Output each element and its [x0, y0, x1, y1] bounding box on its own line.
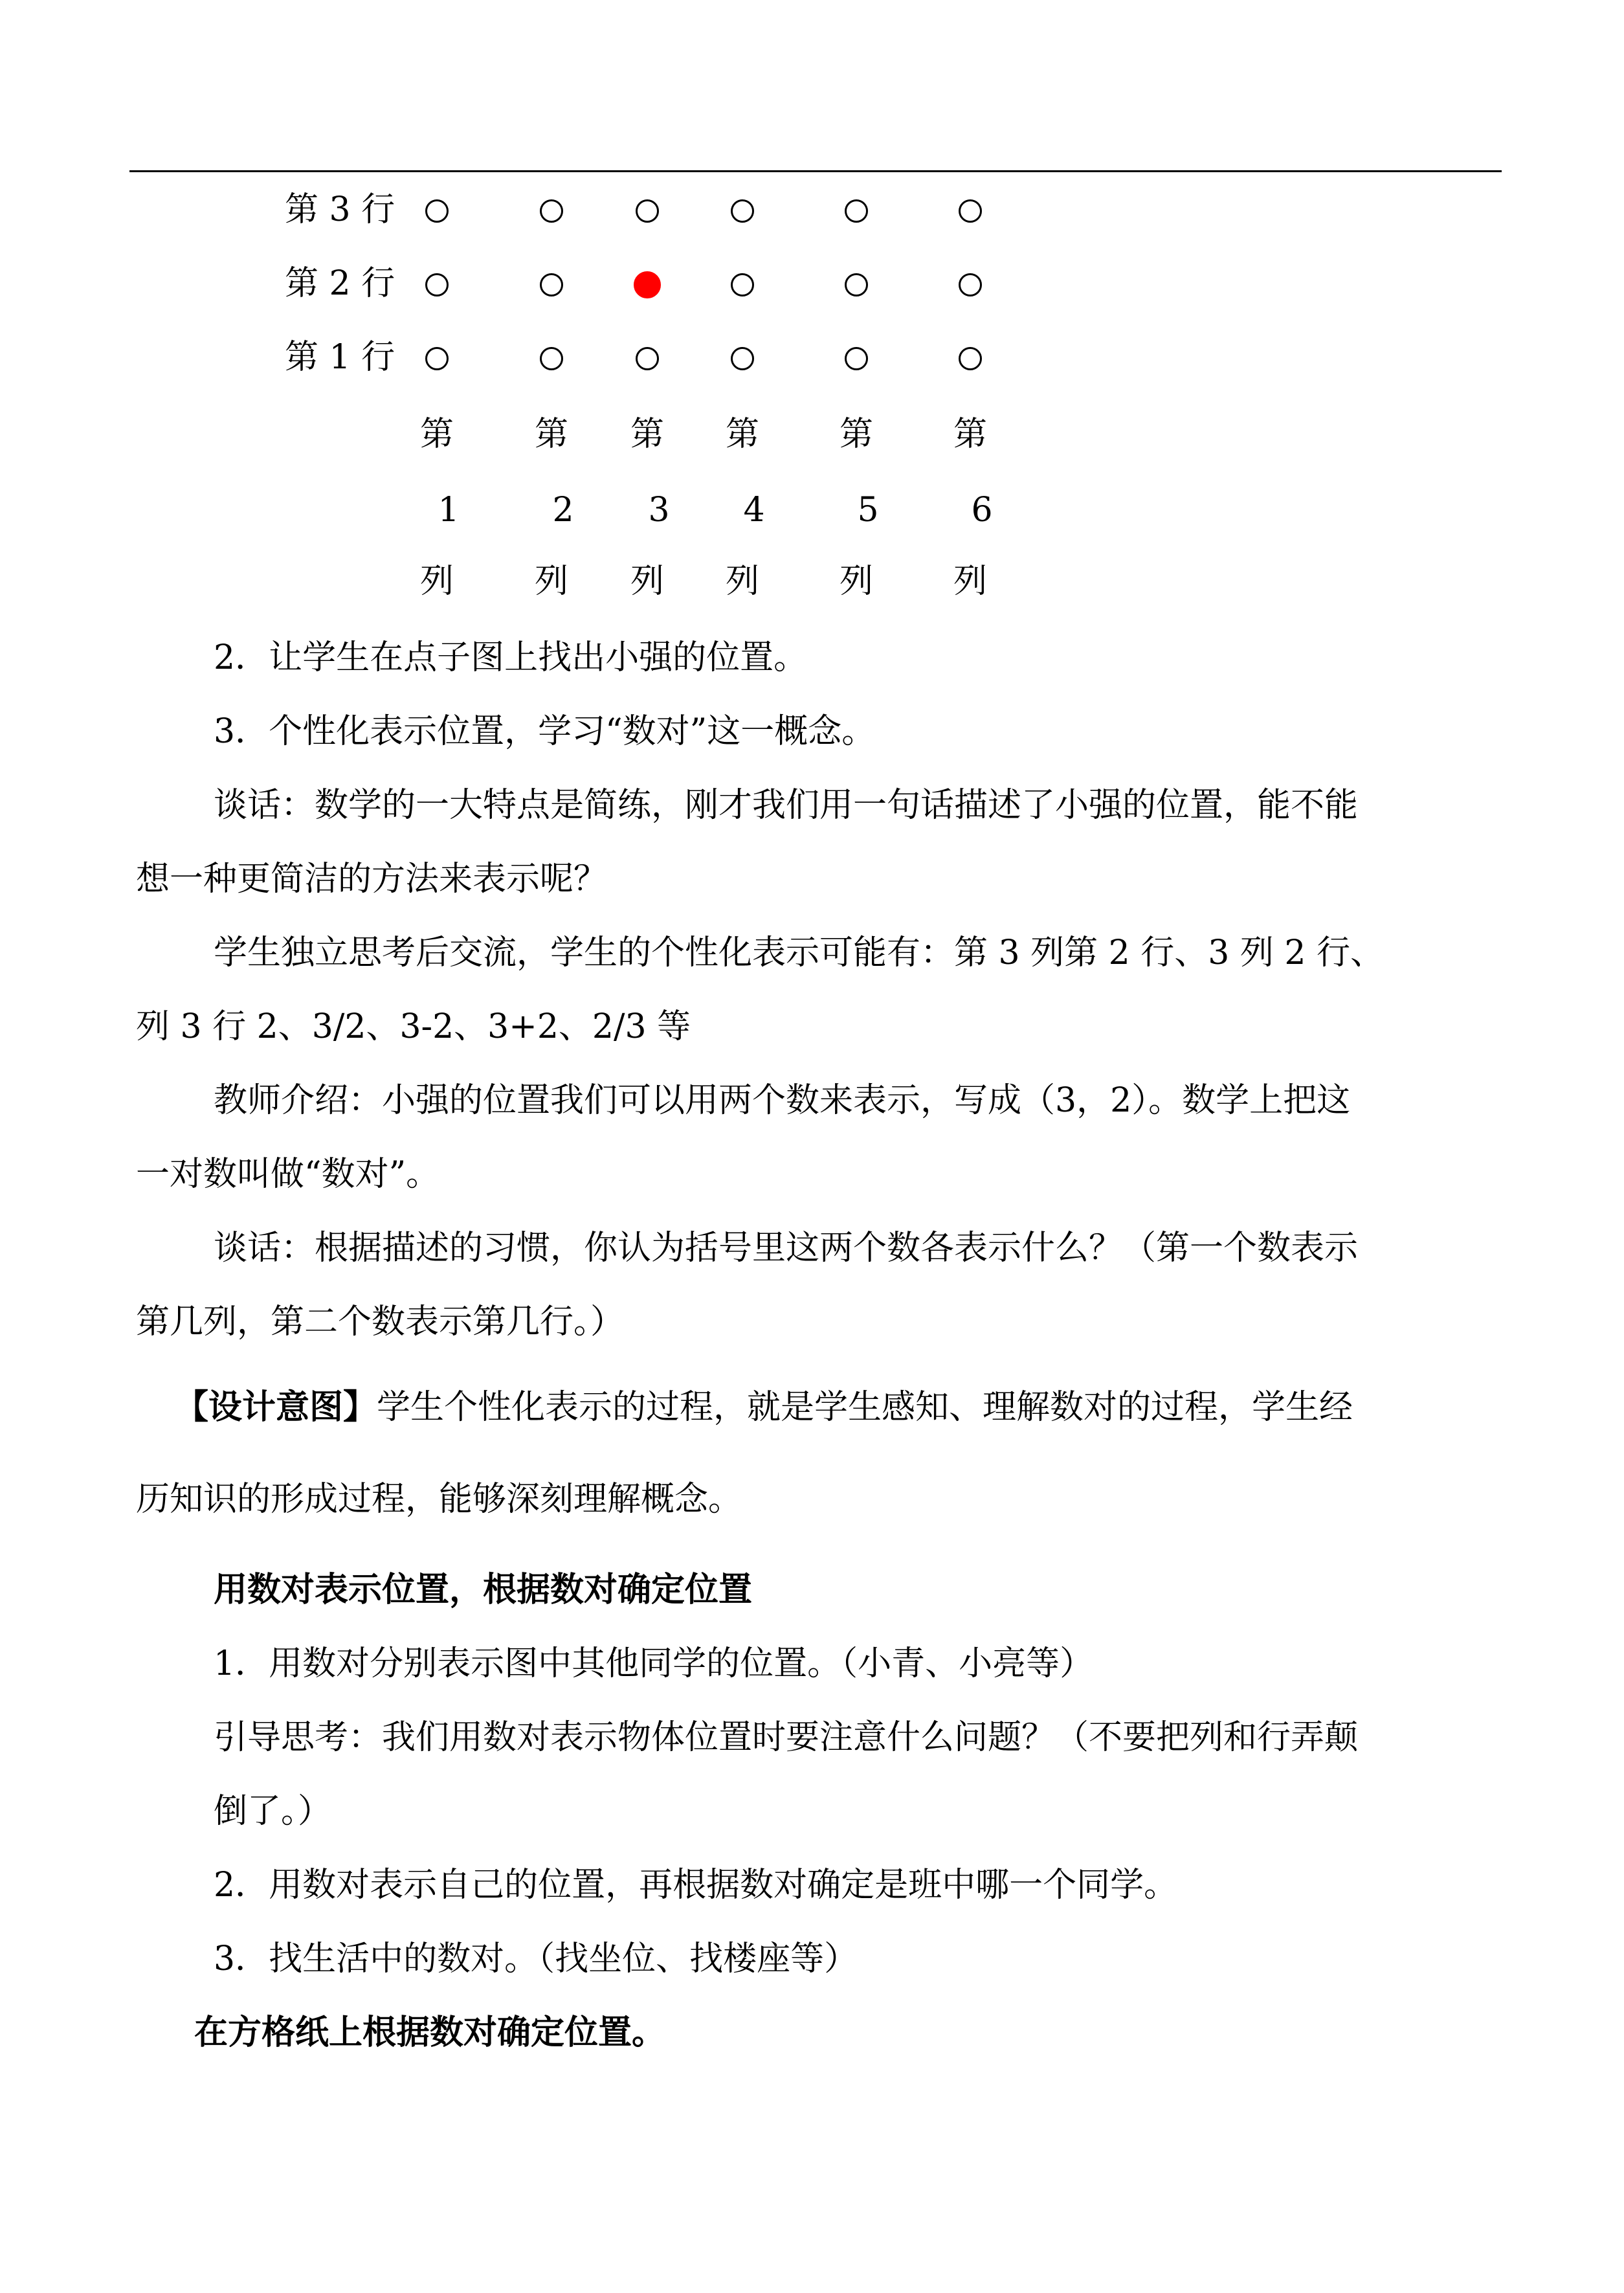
talk2-line-1: 谈话：根据描述的习惯，你认为括号里这两个数各表示什么？（第一个数表示	[214, 1229, 1359, 1268]
grid-dot	[731, 199, 754, 223]
column-label-bottom-4: 列	[725, 562, 759, 601]
grid-dot	[540, 273, 563, 296]
design-line-2: 历知识的形成过程，能够深刻理解概念。	[136, 1480, 742, 1519]
task-3-text: 3．找生活中的数对。（找坐位、找楼座等）	[214, 1940, 858, 1978]
column-label-bottom-6: 列	[953, 562, 987, 601]
step-2-text: 2．让学生在点子图上找出小强的位置。	[214, 638, 808, 677]
column-label-num-5: 5	[857, 491, 879, 530]
column-label-num-3: 3	[648, 491, 670, 530]
column-label-bottom-5: 列	[839, 562, 873, 601]
design-line-1	[175, 1387, 1353, 1427]
grid-dot	[636, 199, 659, 223]
teacher-line-2: 一对数叫做“数对”。	[136, 1155, 440, 1194]
column-label-bottom-1: 列	[419, 562, 454, 601]
highlighted-dot	[634, 271, 661, 298]
student-line-2: 列 3 行 2、3/2、3-2、3+2、2/3 等	[136, 1007, 691, 1046]
row-label-3: 第 3 行	[285, 190, 395, 229]
grid-dot	[540, 199, 563, 223]
column-label-bottom-3: 列	[630, 562, 664, 601]
column-label-top-2: 第	[534, 415, 568, 454]
task-1-text: 1．用数对分别表示图中其他同学的位置。（小青、小亮等）	[214, 1644, 1094, 1683]
grid-dot	[425, 273, 449, 296]
column-label-num-4: 4	[743, 491, 765, 530]
talk2-line-2: 第几列，第二个数表示第几行。）	[136, 1303, 625, 1341]
row-label-1: 第 1 行	[285, 338, 395, 377]
row-label-2: 第 2 行	[285, 264, 395, 303]
grid-dot	[731, 347, 754, 370]
grid-dot	[959, 347, 982, 370]
guide-line-2: 倒了。）	[214, 1792, 332, 1831]
column-label-top-3: 第	[630, 415, 664, 454]
column-label-num-2: 2	[552, 491, 574, 530]
guide-line-1: 引导思考：我们用数对表示物体位置时要注意什么问题？（不要把列和行弄颠	[214, 1718, 1359, 1757]
grid-dot	[845, 347, 868, 370]
design-tag: 【设计意图】	[175, 1387, 377, 1427]
talk-line-2: 想一种更简洁的方法来表示呢？	[136, 860, 608, 899]
grid-dot	[425, 347, 449, 370]
column-label-top-5: 第	[839, 415, 873, 454]
grid-dot	[636, 347, 659, 370]
grid-dot	[845, 273, 868, 296]
teacher-line-1: 教师介绍：小强的位置我们可以用两个数来表示，写成（3，2）。数学上把这	[214, 1081, 1351, 1120]
column-label-top-6: 第	[953, 415, 987, 454]
grid-dot	[425, 199, 449, 223]
grid-dot	[731, 273, 754, 296]
column-label-top-4: 第	[725, 415, 759, 454]
column-label-top-1: 第	[419, 415, 454, 454]
column-label-num-6: 6	[971, 491, 993, 530]
grid-dot	[959, 273, 982, 296]
student-line-1: 学生独立思考后交流，学生的个性化表示可能有：第 3 列第 2 行、3 列 2 行、	[214, 934, 1385, 972]
grid-dot	[845, 199, 868, 223]
grid-dot	[959, 199, 982, 223]
section-heading-1: 用数对表示位置，根据数对确定位置	[214, 1570, 753, 1609]
column-label-bottom-2: 列	[534, 562, 568, 601]
design-text-a: 学生个性化表示的过程，就是学生感知、理解数对的过程，学生经	[377, 1388, 1353, 1427]
grid-dot	[540, 347, 563, 370]
step-3-text: 3．个性化表示位置，学习“数对”这一概念。	[214, 712, 876, 751]
header-rule	[129, 170, 1502, 172]
section-heading-2: 在方格纸上根据数对确定位置。	[194, 2013, 666, 2052]
column-label-num-1: 1	[438, 491, 460, 530]
talk-line-1: 谈话：数学的一大特点是简练，刚才我们用一句话描述了小强的位置，能不能	[214, 786, 1359, 825]
task-2-text: 2．用数对表示自己的位置，再根据数对确定是班中哪一个同学。	[214, 1866, 1178, 1905]
